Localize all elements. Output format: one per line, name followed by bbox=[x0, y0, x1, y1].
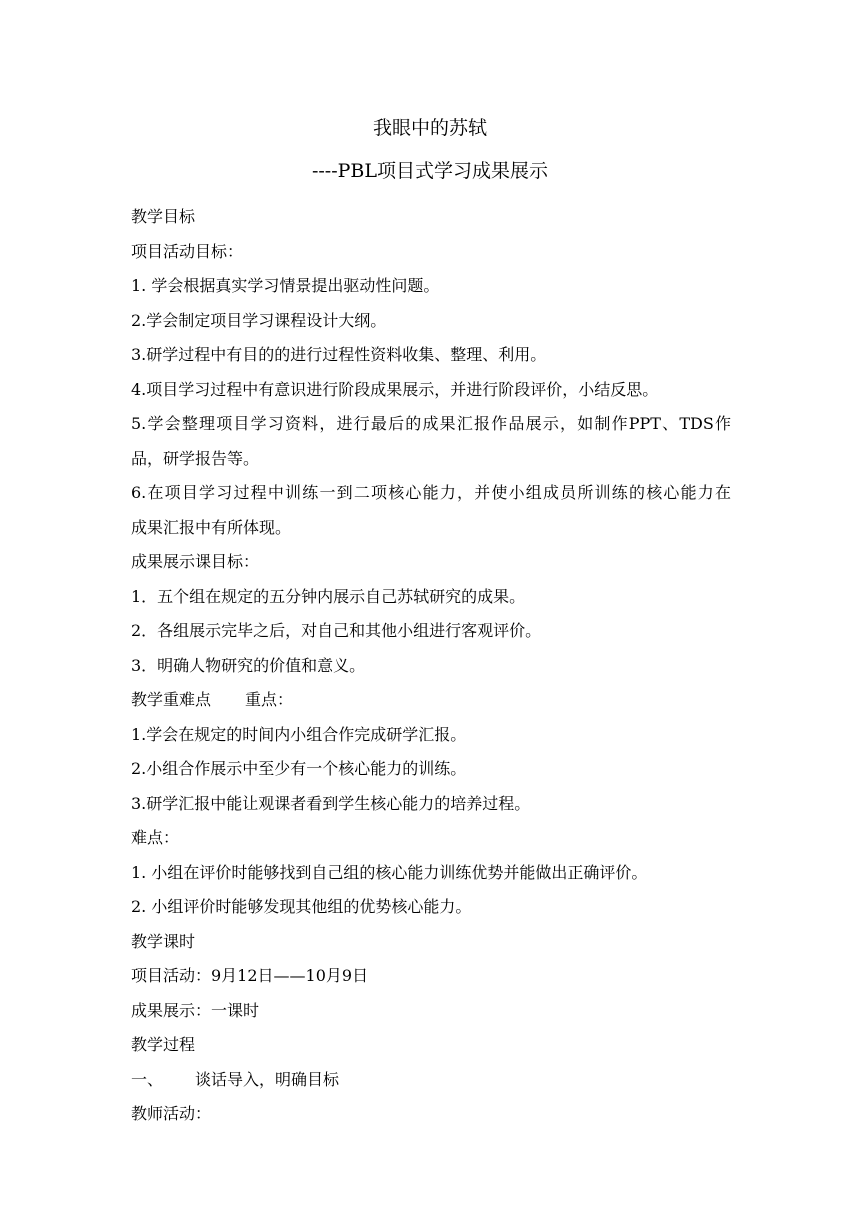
showcase-goal-item: 3．明确人物研究的价值和意义。 bbox=[131, 655, 366, 675]
difficulty-item: 1. 小组在评价时能够找到自己组的核心能力训练优势并能做出正确评价。 bbox=[131, 862, 648, 882]
heading-teaching-goals: 教学目标 bbox=[131, 207, 196, 226]
key-point-item: 3.研学汇报中能让观课者看到学生核心能力的培养过程。 bbox=[131, 793, 531, 813]
section-title: 谈话导入，明确目标 bbox=[195, 1069, 340, 1089]
heading-key-points bbox=[131, 683, 731, 718]
project-goal-item: 6.在项目学习过程中训练一到二项核心能力，并使小组成员所训练的核心能力在 bbox=[131, 483, 731, 502]
key-points-heading: 教学重难点 bbox=[131, 690, 212, 709]
key-points-label: 重点： bbox=[245, 690, 294, 709]
project-goal-item: 2.学会制定项目学习课程设计大纲。 bbox=[131, 310, 387, 330]
difficulty-item: 2. 小组评价时能够发现其他组的优势核心能力。 bbox=[131, 897, 472, 916]
heading-difficulties: 难点： bbox=[131, 828, 180, 847]
document-body bbox=[131, 200, 731, 1132]
project-goal-item: 5.学会整理项目学习资料，进行最后的成果汇报作品展示，如制作PPT、TDS作 bbox=[131, 414, 731, 433]
section-number: 一、 bbox=[131, 1069, 164, 1089]
process-section-1 bbox=[131, 1063, 731, 1098]
document-subtitle: ----PBL项目式学习成果展示 bbox=[311, 160, 549, 182]
showcase-goal-item: 2．各组展示完毕之后，对自己和其他小组进行客观评价。 bbox=[131, 621, 542, 640]
project-goal-item: 4.项目学习过程中有意识进行阶段成果展示，并进行阶段评价，小结反思。 bbox=[131, 379, 659, 399]
project-goal-item-continued: 成果汇报中有所体现。 bbox=[131, 517, 292, 537]
class-hours-showcase: 成果展示：一课时 bbox=[131, 1000, 260, 1020]
showcase-goal-item: 1．五个组在规定的五分钟内展示自己苏轼研究的成果。 bbox=[131, 586, 526, 606]
heading-showcase-goals: 成果展示课目标： bbox=[131, 552, 260, 571]
heading-class-hours: 教学课时 bbox=[131, 931, 196, 951]
class-hours-project: 项目活动：9月12日——10月9日 bbox=[131, 966, 369, 985]
teacher-activity-label: 教师活动： bbox=[131, 1104, 212, 1123]
key-point-item: 2.小组合作展示中至少有一个核心能力的训练。 bbox=[131, 759, 467, 778]
heading-teaching-process: 教学过程 bbox=[131, 1035, 196, 1054]
project-goal-item: 1. 学会根据真实学习情景提出驱动性问题。 bbox=[131, 276, 440, 295]
heading-project-goals: 项目活动目标： bbox=[131, 241, 244, 261]
project-goal-item-continued: 品，研学报告等。 bbox=[131, 448, 260, 468]
key-point-item: 1.学会在规定的时间内小组合作完成研学汇报。 bbox=[131, 724, 467, 744]
project-goal-item: 3.研学过程中有目的的进行过程性资料收集、整理、利用。 bbox=[131, 345, 547, 364]
document-title: 我眼中的苏轼 bbox=[372, 117, 487, 139]
